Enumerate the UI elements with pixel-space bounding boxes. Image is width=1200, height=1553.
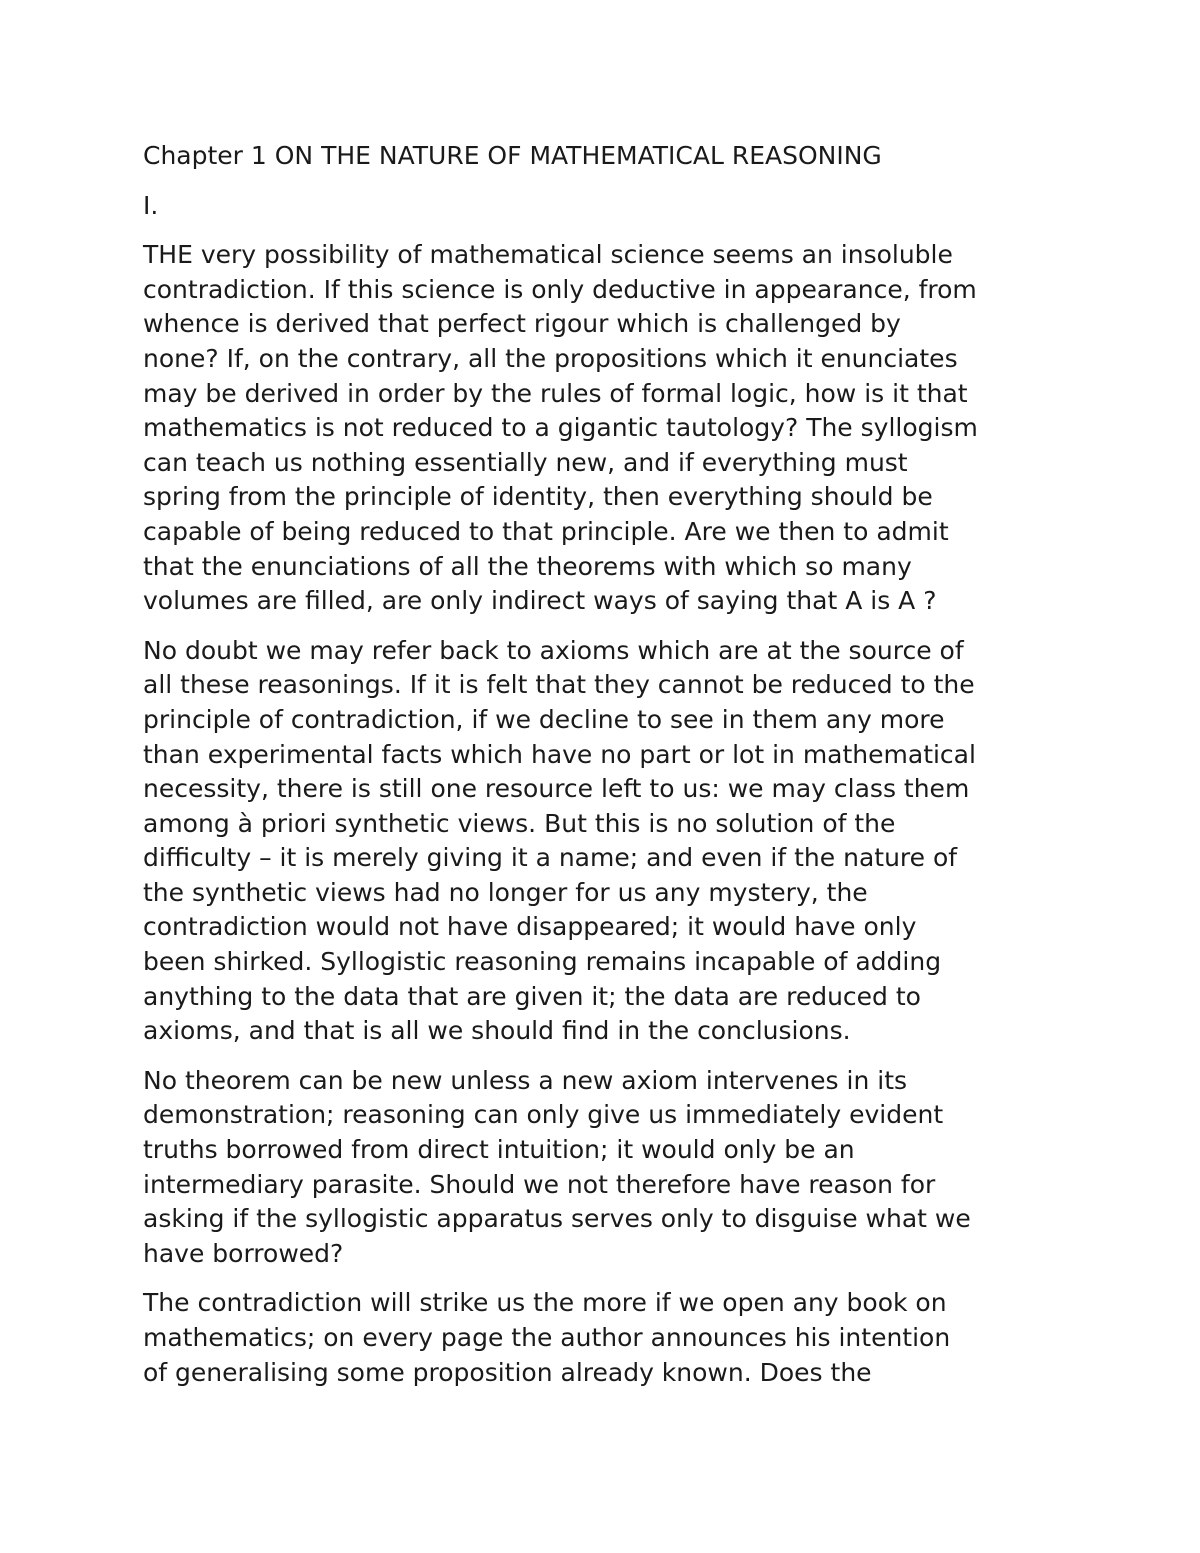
section-heading: I. — [143, 190, 159, 220]
text-line: difficulty – it is merely giving it a name; and even if the nature of — [143, 843, 958, 873]
text-line: contradiction would not have disappeared; it would have only — [143, 912, 917, 942]
text-line: asking if the syllogistic apparatus serves only to disguise what we — [143, 1204, 971, 1234]
text-line: capable of being reduced to that principle. Are we then to admit — [143, 516, 949, 546]
text-line: necessity, there is still one resource left to us: we may class them — [143, 774, 970, 804]
paragraph-3 — [143, 1064, 1073, 1272]
text-line: intermediary parasite. Should we not therefore have reason for — [143, 1169, 936, 1199]
text-line: can teach us nothing essentially new, and if everything must — [143, 447, 908, 477]
text-line: axioms, and that is all we should find in the conclusions. — [143, 1016, 851, 1046]
text-line: none? If, on the contrary, all the propositions which it enunciates — [143, 343, 958, 373]
text-line: may be derived in order by the rules of formal logic, how is it that — [143, 378, 968, 408]
text-line: among à priori synthetic views. But this is no solution of the — [143, 808, 896, 838]
text-line: mathematics; on every page the author announces his intention — [143, 1323, 951, 1352]
text-line: demonstration; reasoning can only give us immediately evident — [143, 1100, 944, 1130]
text-line: spring from the principle of identity, then everything should be — [143, 482, 933, 512]
text-line: than experimental facts which have no part or lot in mathematical — [143, 739, 976, 769]
text-line: No theorem can be new unless a new axiom intervenes in its — [143, 1065, 908, 1095]
text-line: truths borrowed from direct intuition; it would only be an — [143, 1135, 855, 1165]
text-line: the synthetic views had no longer for us any mystery, the — [143, 877, 868, 907]
chapter-title: Chapter 1 ON THE NATURE OF MATHEMATICAL REASONING — [143, 141, 882, 170]
text-line: No doubt we may refer back to axioms which are at the source of — [143, 635, 964, 665]
text-line: contradiction. If this science is only deductive in appearance, from — [143, 274, 977, 304]
text-line: all these reasonings. If it is felt that they cannot be reduced to the — [143, 670, 975, 700]
paragraph-2 — [143, 634, 1073, 1049]
text-line: The contradiction will strike us the more if we open any book on — [143, 1288, 947, 1318]
text-line: volumes are filled, are only indirect ways of saying that A is A ? — [143, 586, 937, 616]
text-line: whence is derived that perfect rigour which is challenged by — [143, 309, 901, 339]
text-line: mathematics is not reduced to a gigantic tautology? The syllogism — [143, 413, 978, 443]
paragraph-4 — [143, 1286, 1073, 1390]
text-line: have borrowed? — [143, 1238, 344, 1268]
text-line: THE very possibility of mathematical science seems an insoluble — [143, 240, 953, 270]
text-line: that the enunciations of all the theorems with which so many — [143, 551, 912, 581]
text-line: been shirked. Syllogistic reasoning remains incapable of adding — [143, 947, 942, 977]
text-line: principle of contradiction, if we decline to see in them any more — [143, 704, 945, 734]
document-body — [143, 139, 1073, 1390]
text-line: anything to the data that are given it; the data are reduced to — [143, 981, 921, 1011]
paragraph-1 — [143, 238, 1073, 619]
text-line: of generalising some proposition already known. Does the — [143, 1357, 872, 1387]
